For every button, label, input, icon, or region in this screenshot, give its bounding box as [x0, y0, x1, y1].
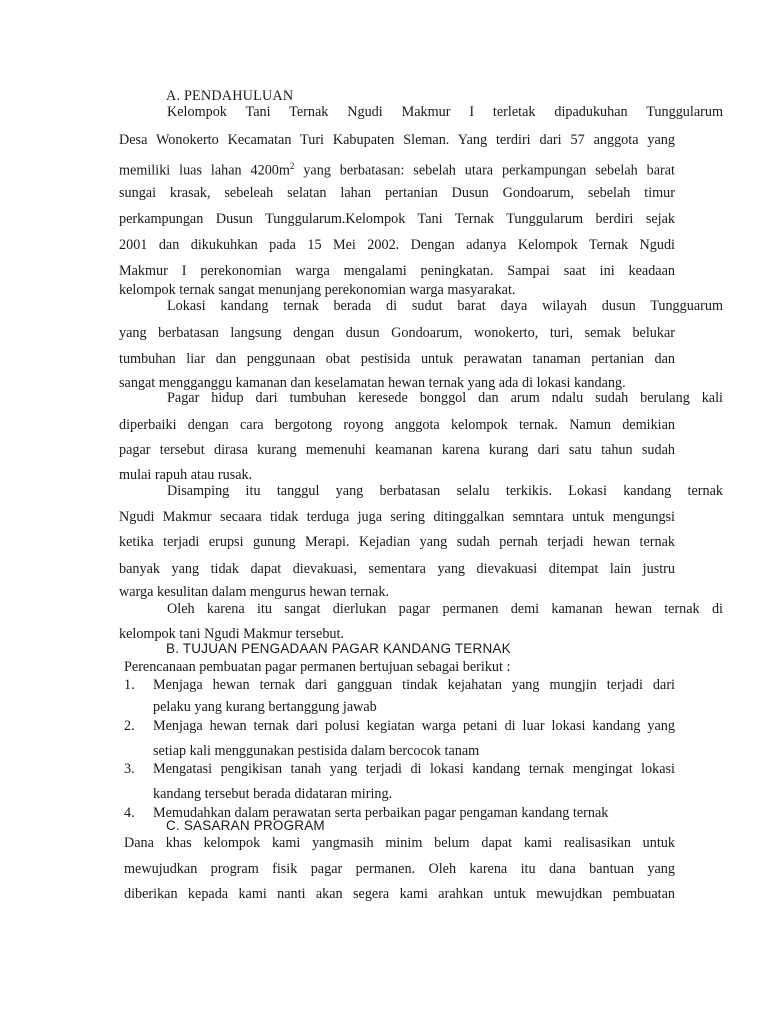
paragraph-line: Ngudi Makmur secaara tidak terduga juga sering ditinggalkan semntara untuk mengungsi — [119, 509, 675, 525]
paragraph-line: Disamping itu tanggul yang berbatasan selalu terkikis. Lokasi kandang ternak — [167, 483, 723, 499]
paragraph-line: kelompok ternak sangat menunjang perekonomian warga masyarakat. — [119, 282, 516, 298]
list-item — [124, 761, 675, 777]
section-c-heading: C. SASARAN PROGRAM — [166, 818, 325, 833]
paragraph-line — [119, 158, 675, 179]
paragraph-line: banyak yang tidak dapat dievakuasi, sementara yang dievakuasi ditempat lain justru — [119, 561, 675, 577]
superscript: 2 — [289, 161, 295, 171]
paragraph-line: Makmur I perekonomian warga mengalami peningkatan. Sampai saat ini keadaan — [119, 263, 675, 279]
list-item — [124, 677, 675, 693]
paragraph-line: diperbaiki dengan cara bergotong royong anggota kelompok ternak. Namun demikian — [119, 417, 675, 433]
paragraph-line: Kelompok Tani Ternak Ngudi Makmur I terletak dipadukuhan Tunggularum — [167, 104, 723, 120]
list-item-text: Mengatasi pengikisan tanah yang terjadi di lokasi kandang ternak mengingat lokasi — [153, 761, 675, 777]
paragraph-line: Dana khas kelompok kami yangmasih minim belum dapat kami realisasikan untuk — [124, 835, 675, 851]
paragraph-line: kelompok tani Ngudi Makmur tersebut. — [119, 626, 344, 642]
list-number: 2. — [124, 718, 135, 734]
list-item-text: Menjaga hewan ternak dari gangguan tindak kejahatan yang mungjin terjadi dari — [153, 677, 675, 693]
list-item-text: setiap kali menggunakan pestisida dalam bercocok tanam — [153, 743, 480, 759]
list-item-text: kandang tersebut berada didataran miring. — [153, 786, 393, 802]
list-item — [124, 718, 675, 734]
paragraph-line: mulai rapuh atau rusak. — [119, 467, 253, 483]
list-number: 1. — [124, 677, 135, 693]
section-a-heading: A. PENDAHULUAN — [166, 88, 294, 104]
paragraph-line: pagar tersebut dirasa kurang memenuhi keamanan karena kurang dari satu tahun sudah — [119, 442, 675, 458]
text-fragment: memiliki luas lahan 4200m — [119, 162, 290, 179]
paragraph-line: yang berbatasan langsung dengan dusun Gondoarum, wonokerto, turi, semak belukar — [119, 325, 675, 341]
paragraph-line: tumbuhan liar dan penggunaan obat pestisida untuk perawatan tanaman pertanian dan — [119, 351, 675, 367]
text-fragment: yang berbatasan: sebelah utara perkampungan sebelah barat — [294, 162, 675, 179]
paragraph-line: diberikan kepada kami nanti akan segera kami arahkan untuk mewujdkan pembuatan — [124, 886, 675, 902]
list-number: 4. — [124, 805, 135, 821]
section-b-heading: B. TUJUAN PENGADAAN PAGAR KANDANG TERNAK — [166, 641, 511, 656]
paragraph-line: Oleh karena itu sangat dierlukan pagar permanen demi kamanan hewan ternak di — [167, 601, 723, 617]
list-item-text: pelaku yang kurang bertanggung jawab — [153, 699, 377, 715]
paragraph-line: Lokasi kandang ternak berada di sudut barat daya wilayah dusun Tungguarum — [167, 298, 723, 314]
paragraph-line: sungai krasak, sebeleah selatan lahan pertanian Dusun Gondoarum, sebelah timur — [119, 185, 675, 201]
paragraph-line: 2001 dan dikukuhkan pada 15 Mei 2002. Dengan adanya Kelompok Ternak Ngudi — [119, 237, 675, 253]
paragraph-line: perkampungan Dusun Tunggularum.Kelompok Tani Ternak Tunggularum berdiri sejak — [119, 211, 675, 227]
paragraph-line: ketika terjadi erupsi gunung Merapi. Kejadian yang sudah pernah terjadi hewan ternak — [119, 534, 675, 550]
paragraph-line: Desa Wonokerto Kecamatan Turi Kabupaten Sleman. Yang terdiri dari 57 anggota yang — [119, 132, 675, 148]
paragraph-line: mewujudkan program fisik pagar permanen. Oleh karena itu dana bantuan yang — [124, 861, 675, 877]
section-b-intro: Perencanaan pembuatan pagar permanen bertujuan sebagai berikut : — [124, 659, 511, 675]
paragraph-line: sangat mengganggu kamanan dan keselamatan hewan ternak yang ada di lokasi kandang. — [119, 375, 626, 391]
paragraph-line: Pagar hidup dari tumbuhan keresede bonggol dan arum ndalu sudah berulang kali — [167, 390, 723, 406]
list-item-text: Menjaga hewan ternak dari polusi kegiatan warga petani di luar lokasi kandang yang — [153, 718, 675, 734]
paragraph-line: warga kesulitan dalam mengurus hewan ternak. — [119, 584, 389, 600]
list-number: 3. — [124, 761, 135, 777]
objective-list — [124, 677, 675, 821]
list-item-text: Memudahkan dalam perawatan serta perbaikan pagar pengaman kandang ternak — [153, 805, 609, 821]
